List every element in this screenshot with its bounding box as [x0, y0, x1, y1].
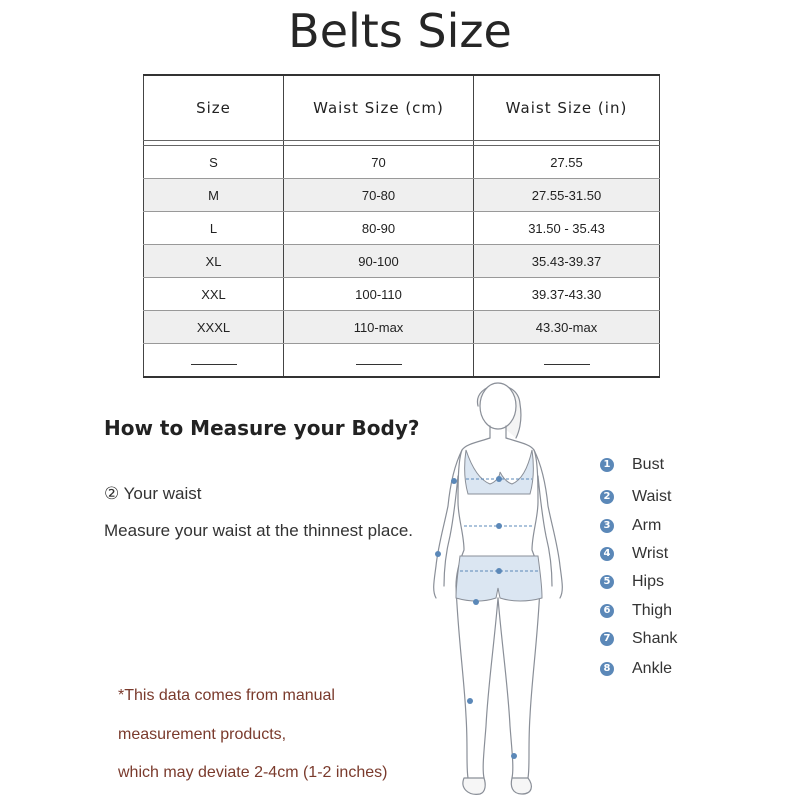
empty-cell [284, 344, 474, 378]
cell-waist-cm: 100-110 [284, 278, 474, 311]
number-6-icon: 6 [600, 604, 614, 618]
legend-item-bust [600, 455, 664, 475]
cell-waist-in: 27.55 [474, 146, 660, 179]
number-1-icon: 1 [600, 458, 614, 472]
step-description: Measure your waist at the thinnest place. [104, 521, 413, 540]
header-waist-cm: Waist Size (cm) [284, 75, 474, 141]
legend-item-ankle [600, 659, 672, 679]
table-row-empty [144, 344, 660, 378]
number-8-icon: 8 [600, 662, 614, 676]
number-4-icon: 4 [600, 547, 614, 561]
cell-size: S [144, 146, 284, 179]
cell-size: XL [144, 245, 284, 278]
measure-heading: How to Measure your Body? [104, 416, 420, 440]
size-chart-table [143, 74, 660, 378]
table-row [144, 311, 660, 344]
empty-cell [144, 344, 284, 378]
cell-waist-cm: 80-90 [284, 212, 474, 245]
legend-label: Bust [632, 456, 665, 473]
cell-waist-in: 43.30-max [474, 311, 660, 344]
dash-line [356, 364, 402, 365]
legend-label: Ankle [632, 660, 673, 677]
legend-label: Arm [632, 517, 662, 534]
legend-item-hips [600, 572, 664, 592]
cell-waist-in: 27.55-31.50 [474, 179, 660, 212]
legend-item-arm [600, 516, 661, 536]
legend-label: Waist [632, 488, 672, 505]
note-line: measurement products, [118, 726, 287, 743]
legend-item-shank [600, 629, 677, 649]
legend-item-wrist [600, 544, 668, 564]
table-row [144, 278, 660, 311]
table-row [144, 146, 660, 179]
cell-size: XXXL [144, 311, 284, 344]
number-7-icon: 7 [600, 632, 614, 646]
cell-waist-cm: 110-max [284, 311, 474, 344]
legend-item-thigh [600, 601, 672, 621]
cell-waist-in: 39.37-43.30 [474, 278, 660, 311]
cell-waist-in: 31.50 - 35.43 [474, 212, 660, 245]
step-label: ② Your waist [104, 484, 202, 503]
cell-size: L [144, 212, 284, 245]
cell-waist-cm: 70-80 [284, 179, 474, 212]
legend-item-waist [600, 487, 671, 507]
legend-label: Shank [632, 630, 678, 647]
dash-line [544, 364, 590, 365]
legend-label: Wrist [632, 545, 669, 562]
header-waist-in: Waist Size (in) [474, 75, 660, 141]
header-size: Size [144, 75, 284, 141]
empty-cell [474, 344, 660, 378]
number-3-icon: 3 [600, 519, 614, 533]
table-header-row [144, 75, 660, 141]
cell-size: XXL [144, 278, 284, 311]
cell-waist-in: 35.43-39.37 [474, 245, 660, 278]
table-row [144, 245, 660, 278]
number-2-icon: 2 [600, 490, 614, 504]
note-line: which may deviate 2-4cm (1-2 inches) [118, 764, 388, 781]
legend-label: Hips [632, 573, 665, 590]
table-row [144, 179, 660, 212]
dash-line [191, 364, 237, 365]
number-5-icon: 5 [600, 575, 614, 589]
cell-waist-cm: 70 [284, 146, 474, 179]
note-line: *This data comes from manual [118, 687, 335, 704]
page-title: Belts Size [288, 4, 512, 58]
cell-size: M [144, 179, 284, 212]
cell-waist-cm: 90-100 [284, 245, 474, 278]
legend-label: Thigh [632, 602, 673, 619]
table-row [144, 212, 660, 245]
body-measurement-figure-icon [420, 376, 570, 800]
